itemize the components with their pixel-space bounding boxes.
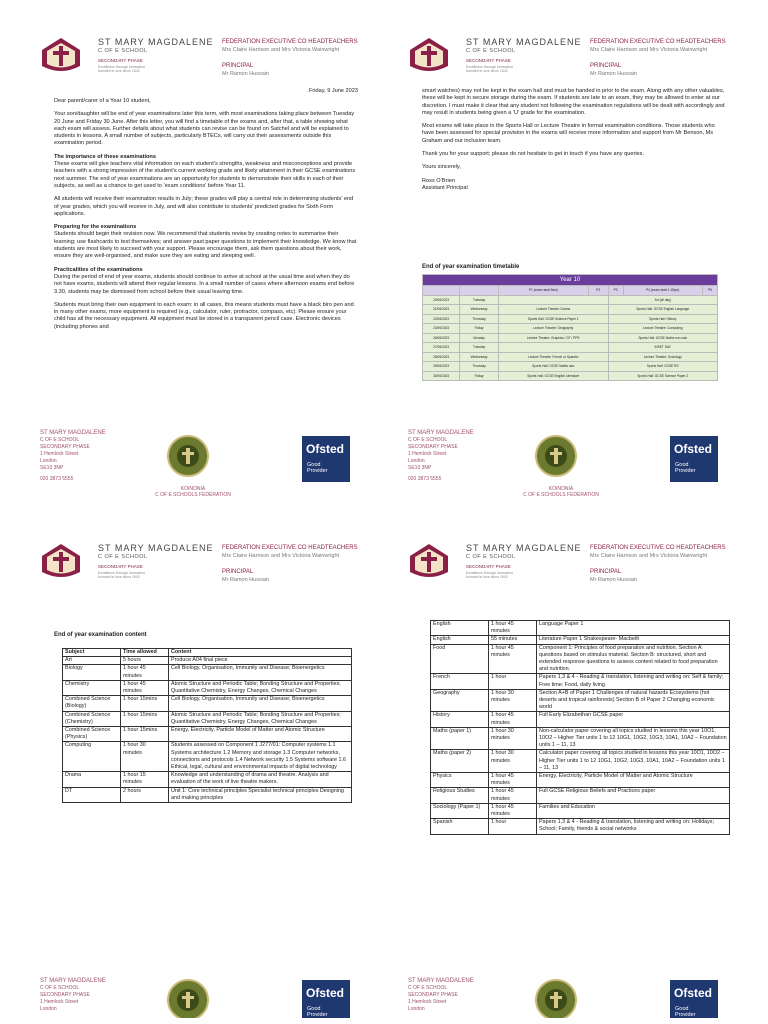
ofsted-badge: [302, 980, 350, 1018]
content-row: [431, 727, 730, 750]
content-detail: Families and Education: [537, 803, 730, 818]
fed-title: FEDERATION EXECUTIVE CO HEADTEACHERS: [222, 545, 358, 551]
koinonia-label: [148, 486, 238, 498]
timetable-pm: Sports Hall: GCSE Maths non calc: [608, 333, 717, 343]
content-row: [63, 772, 352, 787]
content-time: 5 hours: [121, 657, 169, 665]
timetable-year: Year 10: [423, 275, 718, 286]
footer-line: London: [408, 1006, 425, 1012]
timetable-day: Wednesday: [460, 352, 499, 362]
content-row: [431, 674, 730, 689]
content-subject: English: [431, 636, 489, 644]
fed-names: Mrs Claire Harrison and Mrs Victoria Wainwright: [222, 553, 340, 559]
ofsted-rating: [675, 1006, 695, 1018]
paragraph: Most exams will take place in the Sports Hall or Lecture Theatre in formal examination conditions. Those students who have been assessed for special provision in the exams will receive more information and support from Mr Benson, Ms Graham and our inclusion team.: [422, 123, 715, 144]
footer-line: 1 Hemlock Street: [40, 999, 79, 1005]
timetable-pm: Sports Hall: GCSE English Language: [608, 305, 717, 315]
timetable-pm: Sports Hall: GCSE RS: [608, 362, 717, 372]
content-subject: Biology: [63, 665, 121, 680]
principal-title: PRINCIPAL: [222, 63, 254, 69]
timetable-day: Tuesday: [460, 295, 499, 305]
content-detail: Language Paper 1: [537, 621, 730, 636]
footer-address: [408, 978, 474, 1013]
content-row: [63, 711, 352, 726]
school-name-block: [98, 544, 214, 579]
timetable-row: [423, 295, 718, 305]
content-time: 1 hour 15mins: [121, 696, 169, 711]
timetable-date: 28/06/2023: [423, 352, 460, 362]
content-detail: Literature Paper 1 Shakespeare- Macbeth: [537, 636, 730, 644]
timetable-pm: Lecture Theatre: Computing: [608, 324, 717, 334]
fed-title: FEDERATION EXECUTIVE CO HEADTEACHERS: [590, 39, 726, 45]
ofsted-logo: Ofsted: [674, 986, 713, 1000]
content-row: [431, 773, 730, 788]
footer-address: [408, 430, 474, 483]
content-subject: Physics: [431, 773, 489, 788]
content-title: End of year examination content: [54, 632, 147, 638]
content-time: 1 hour 45 minutes: [489, 644, 537, 674]
timetable-date: 23/06/2023: [423, 324, 460, 334]
tagline: Excellence through Innovation: [466, 571, 513, 575]
timetable-am: Sports Hall: GCSE Science Paper 1: [498, 314, 608, 324]
timetable-col-header: P2: [589, 286, 609, 296]
school-phase: SECONDARY PHASE: [466, 58, 511, 63]
letter-page-1: [16, 10, 384, 512]
timetable-row: [423, 362, 718, 372]
timetable-date: 21/06/2023: [423, 305, 460, 315]
ofsted-provider: Provider: [675, 1012, 696, 1018]
content-time: 1 hour: [489, 674, 537, 689]
timetable-date: 22/06/2023: [423, 314, 460, 324]
content-col-header: Time allowed: [121, 649, 169, 657]
fed-title: FEDERATION EXECUTIVE CO HEADTEACHERS: [222, 39, 358, 45]
content-subject: Combined Science (Biology): [63, 696, 121, 711]
tagline: Excellence through Innovation: [98, 65, 145, 69]
school-name: ST MARY MAGDALENE: [98, 37, 214, 47]
content-detail: Energy, Electricity, Particle Model of Matter and Atomic Structure: [537, 773, 730, 788]
content-detail: Component 1: Principles of food preparation and nutrition. Section A: questions based on stimulus material. Section B: structured, short and extended response questions to assess content related to food preparation and nutrition.: [537, 644, 730, 674]
school-crest-icon: [40, 36, 82, 74]
timetable-row: [423, 324, 718, 334]
content-time: 1 hour 30 minutes: [489, 689, 537, 712]
content-row: [431, 750, 730, 773]
school-crest-icon: [408, 542, 450, 580]
content-subject: Spanish: [431, 819, 489, 834]
footer-phone: 020 3873 5555: [40, 476, 74, 482]
content-row: [431, 644, 730, 674]
tagline-2: founded in love since 1842: [466, 69, 508, 73]
footer-phone: 020 3873 5555: [408, 476, 442, 482]
timetable-pm: Sports Hall: History: [608, 314, 717, 324]
timetable-row: [423, 314, 718, 324]
koinonia-logo-icon: [166, 434, 210, 478]
content-detail: Energy, Electricity, Particle Model of Matter and Atomic Structure: [169, 727, 352, 742]
koinonia-logo-icon: [534, 434, 578, 478]
timetable-am: Lecture Theatre: French or Spanish: [498, 352, 608, 362]
ofsted-badge: [670, 980, 718, 1018]
content-row: [431, 689, 730, 712]
content-row: [63, 680, 352, 695]
content-time: 1 hour 45 minutes: [489, 712, 537, 727]
footer-line: SE10 3NP: [40, 465, 64, 471]
content-time: 55 minutes: [489, 636, 537, 644]
timetable-day: Thursday: [460, 314, 499, 324]
tagline: Excellence through Innovation: [466, 65, 513, 69]
ofsted-logo: Ofsted: [306, 986, 345, 1000]
timetable-col-header: [423, 286, 460, 296]
principal-title: PRINCIPAL: [222, 569, 254, 575]
footer-line: 1 Hemlock Street: [40, 451, 79, 457]
timetable-row: [423, 305, 718, 315]
footer-line: SECONDARY PHASE: [408, 444, 458, 450]
principal-name: Mr Ramon Hussain: [590, 71, 638, 77]
paragraph: Thank you for your support; please do not hesitate to get in touch if you have any queries.: [422, 151, 645, 158]
ofsted-provider: Provider: [675, 468, 696, 474]
school-name: ST MARY MAGDALENE: [466, 543, 582, 553]
content-detail: Papers 1,3 & 4 - Reading & translation, listening and writing on: Holidays; School; Family, friends & social networks: [537, 819, 730, 834]
footer-line: 1 Hemlock Street: [408, 999, 447, 1005]
content-time: 1 hour 15mins: [121, 727, 169, 742]
content-subject: Combined Science (Chemistry): [63, 711, 121, 726]
content-subject: Sociology (Paper 1): [431, 803, 489, 818]
content-subject: Combined Science (Physics): [63, 727, 121, 742]
footer-line: C OF E SCHOOL: [40, 437, 80, 443]
principal-name: Mr Ramon Hussain: [222, 71, 270, 77]
school-phase: SECONDARY PHASE: [98, 564, 143, 569]
content-subject: French: [431, 674, 489, 689]
content-detail: Full GCSE Religious Beliefs and Practices paper: [537, 788, 730, 803]
content-row: [431, 819, 730, 834]
timetable-am: Lecture Theatre: Geography: [498, 324, 608, 334]
content-table-2: [430, 620, 730, 835]
headteachers-block: [590, 38, 726, 78]
signer-name: Ross O’Brien: [422, 177, 455, 184]
timetable-day: Friday: [460, 324, 499, 334]
content-detail: Cell Biology, Organisation, Immunity and Disease; Bioenergetics: [169, 665, 352, 680]
content-row: [431, 621, 730, 636]
timetable-date: 29/06/2023: [423, 362, 460, 372]
content-col-header: Subject: [63, 649, 121, 657]
school-name: ST MARY MAGDALENE: [98, 543, 214, 553]
federation-name: C OF E SCHOOLS FEDERATION: [155, 492, 231, 498]
timetable-am: Lecture Theatre: Drama: [498, 305, 608, 315]
ofsted-rating: [675, 462, 695, 474]
paragraph: During the period of end of year exams, students should continue to arrive at school at the usual time and when they do not have exams, students will attend their regular lessons. In a small number of cases where afternoon exams end before 3.30, students may be dismissed from school before their usual leaving time.: [54, 273, 355, 295]
footer-line: London: [408, 458, 425, 464]
fed-names: Mrs Claire Harrison and Mrs Victoria Wainwright: [590, 553, 708, 559]
footer-line: ST MARY MAGDALENE: [40, 978, 106, 984]
content-row: [431, 788, 730, 803]
content-detail: Students assessed on Component 1 J277/01: Computer systems 1.1 Systems architecture 1.2 Memory and storage 1.3 Computer networks, connections and protocols 1.4 Network security 1.5 Systems software 1.6 Ethical, legal, cultural and environmental impacts of digital technology: [169, 742, 352, 772]
content-detail: Calculator paper covering all topics studied in lessons this year 10O1, 10O2 – Higher Tier units 1 to 12 10G1, 10G2, 10G3, 10A1, 10A2 – Foundation units 1 – 11, 13: [537, 750, 730, 773]
footer-line: ST MARY MAGDALENE: [408, 430, 474, 436]
ofsted-provider: Provider: [307, 468, 328, 474]
school-cofe: C OF E SCHOOL: [98, 48, 148, 54]
ofsted-badge: [302, 436, 350, 482]
heading-preparing: Preparing for the examinations: [54, 224, 137, 231]
content-time: 1 hour 15mins: [121, 711, 169, 726]
timetable-row: [423, 333, 718, 343]
content-row: [63, 665, 352, 680]
content-subject: Food: [431, 644, 489, 674]
footer-line: SECONDARY PHASE: [40, 444, 90, 450]
timetable-day: Wednesday: [460, 305, 499, 315]
content-header-row: [63, 649, 352, 657]
timetable-date: 30/06/2023: [423, 371, 460, 381]
content-subject: Religious Studies: [431, 788, 489, 803]
ofsted-badge: [670, 436, 718, 482]
timetable-row: [423, 371, 718, 381]
footer-address: [40, 978, 106, 1013]
footer-line: ST MARY MAGDALENE: [408, 978, 474, 984]
school-crest-icon: [40, 542, 82, 580]
timetable-col-header: P4 (exam start 1.15pm): [623, 286, 702, 296]
timetable-pm: Sports Hall: GCSE Science Paper 2: [608, 371, 717, 381]
timetable-day: Thursday: [460, 362, 499, 372]
content-table-1: [62, 648, 352, 803]
timetable-col-header: P3: [608, 286, 623, 296]
letter-body-2: [422, 88, 726, 198]
content-page-1: [16, 516, 384, 1018]
content-row: [63, 742, 352, 772]
content-detail: Produce A04 final piece: [169, 657, 352, 665]
paragraph: All students will receive their examination results in July; these grades will play a central role in determining students’ end of year grades, which you will receive in July, and will also contribute to students’ predicted grades for Sixth Form applications.: [54, 196, 354, 217]
content-subject: History: [431, 712, 489, 727]
footer-line: London: [40, 458, 57, 464]
timetable-pm: Lecture Theatre: Sociology: [608, 352, 717, 362]
content-row: [431, 712, 730, 727]
fed-names: Mrs Claire Harrison and Mrs Victoria Wainwright: [222, 47, 340, 53]
koinonia-logo-icon: [534, 978, 578, 1018]
content-time: 1 hour 30 minutes: [489, 727, 537, 750]
content-time: 1 hour: [489, 819, 537, 834]
principal-name: Mr Ramon Hussain: [222, 577, 270, 583]
paragraph: These exams will give teachers vital information on each student’s strengths, weakness and misconceptions and provide teachers with a strong impression of the student’s current working grade and likely attainment in their GCSE examinations next summer. The end of year examinations are an opportunity for students to demonstrate their skills in each of their subjects, as well as a chance to get used to ‘exam conditions’ before Year 11.: [54, 161, 356, 189]
footer-line: C OF E SCHOOL: [408, 985, 448, 991]
content-time: 1 hour 45 minutes: [489, 788, 537, 803]
content-detail: Unit 1: Core technical principles Specialist technical principles Designing and making principles: [169, 787, 352, 802]
timetable-table: [422, 274, 718, 381]
koinonia-name: KOINONIA: [548, 486, 574, 492]
timetable-am: [498, 343, 608, 353]
content-detail: Non-calculator paper covering all topics studied in lessons this year 10O1, 10O2 – Higher Tier units 1 to 12 10G1, 10G2, 10G3, 10A1, 10A2 – Foundation units 1 – 11, 13: [537, 727, 730, 750]
school-crest-icon: [408, 36, 450, 74]
heading-importance: The importance of these examinations: [54, 153, 156, 160]
ofsted-good: Good: [307, 1006, 321, 1012]
content-detail: Atomic Structure and Periodic Table; Bonding Structure and Properties; Quantitative Chemistry, Energy Changes, Chemical Changes: [169, 711, 352, 726]
timetable-am: [498, 295, 608, 305]
timetable-title: End of year examination timetable: [422, 264, 520, 270]
timetable-row: [423, 343, 718, 353]
content-page-2: [384, 516, 752, 1018]
footer-line: ST MARY MAGDALENE: [40, 430, 106, 436]
timetable-date: 20/06/2023: [423, 295, 460, 305]
content-row: [63, 727, 352, 742]
letter-page-2: [384, 10, 752, 512]
content-time: 1 hour 15 minutes: [121, 772, 169, 787]
ofsted-provider: Provider: [307, 1012, 328, 1018]
timetable-day: Friday: [460, 371, 499, 381]
timetable-date: 27/06/2023: [423, 343, 460, 353]
footer-address: [40, 430, 106, 483]
content-subject: Geography: [431, 689, 489, 712]
headteachers-block: [222, 544, 358, 584]
content-subject: Drama: [63, 772, 121, 787]
koinonia-name: KOINONIA: [180, 486, 206, 492]
school-phase: SECONDARY PHASE: [98, 58, 143, 63]
timetable-header-row: [423, 286, 718, 296]
signoff: Yours sincerely,: [422, 164, 461, 171]
content-time: 1 hour 45 minutes: [121, 680, 169, 695]
school-name-block: [466, 544, 582, 579]
timetable-col-header: [460, 286, 499, 296]
content-detail: Atomic Structure and Periodic Table; Bonding Structure and Properties; Quantitative Chemistry, Energy Changes, Chemical Changes: [169, 680, 352, 695]
timetable-am: Lecture Theatre: Graphics / DT / PPE: [498, 333, 608, 343]
signer-role: Assistant Principal: [422, 184, 468, 191]
content-subject: Computing: [63, 742, 121, 772]
school-cofe: C OF E SCHOOL: [466, 48, 516, 54]
fed-names: Mrs Claire Harrison and Mrs Victoria Wainwright: [590, 47, 708, 53]
paragraph: Students should begin their revision now. We recommend that students revise by creating notes to summarise their learning; use flashcards to test themselves; and answer past paper questions to implement their knowledge. We know that students are most likely to succeed with your support. Please encourage them, ask them questions about their work, ensure they are well-organised, and make sure they are eating and sleeping well.: [54, 231, 357, 260]
content-time: 2 hours: [121, 787, 169, 802]
content-row: [63, 696, 352, 711]
letter-body-1: [54, 98, 358, 337]
ofsted-good: Good: [675, 462, 689, 468]
school-name-block: [98, 38, 214, 73]
koinonia-label: [516, 486, 606, 498]
content-detail: Knowledge and understanding of drama and theatre. Analysis and evaluation of the work of live theatre makers.: [169, 772, 352, 787]
timetable-pm: Art (all day): [608, 295, 717, 305]
timetable-day: Monday: [460, 333, 499, 343]
content-row: [431, 636, 730, 644]
footer-line: C OF E SCHOOL: [40, 985, 80, 991]
footer-line: 1 Hemlock Street: [408, 451, 447, 457]
ofsted-rating: [307, 1006, 327, 1018]
heading-practicalities: Practicalities of the examinations: [54, 266, 143, 273]
content-time: 1 hour 30 minutes: [121, 742, 169, 772]
tagline-2: founded in love since 1842: [98, 69, 140, 73]
school-cofe: C OF E SCHOOL: [98, 554, 148, 560]
tagline-2: founded in love since 1842: [466, 575, 508, 579]
principal-title: PRINCIPAL: [590, 569, 622, 575]
content-subject: DT: [63, 787, 121, 802]
content-time: 1 hour 45 minutes: [489, 773, 537, 788]
footer-line: SECONDARY PHASE: [40, 992, 90, 998]
content-row: [63, 657, 352, 665]
content-detail: Full Early Elizabethan GCSE paper: [537, 712, 730, 727]
paragraph: smart watches) may not be kept in the exam hall and must be handed in prior to the exam. Along with any other valuables, these will be kept in secure storage during the exam. If students are late to an exam, they may be allowed to enter at our discretion. I must make it clear that any student not following the examination regulations will be dealt with accordingly and may result in students being given a ‘U’ grade for the examination.: [422, 88, 725, 116]
school-name: ST MARY MAGDALENE: [466, 37, 582, 47]
school-phase: SECONDARY PHASE: [466, 564, 511, 569]
headteachers-block: [222, 38, 358, 78]
timetable-col-header: P1 (exam start 9am): [498, 286, 588, 296]
content-detail: Papers 1,3 & 4 - Reading & translation, listening and writing on: Self & family; Free time; Food, daily living: [537, 674, 730, 689]
headteachers-block: [590, 544, 726, 584]
ofsted-rating: [307, 462, 327, 474]
timetable-pm: INSET DAY: [608, 343, 717, 353]
timetable-am: Sports Hall: GCSE Maths calc: [498, 362, 608, 372]
content-time: 1 hour 45 minutes: [489, 803, 537, 818]
content-subject: English: [431, 621, 489, 636]
content-detail: Cell Biology, Organisation, Immunity and Disease; Bioenergetics: [169, 696, 352, 711]
content-subject: Maths (paper 2): [431, 750, 489, 773]
content-time: 1 hour 30 minutes: [489, 750, 537, 773]
content-col-header: Content: [169, 649, 352, 657]
ofsted-logo: Ofsted: [306, 442, 345, 456]
fed-title: FEDERATION EXECUTIVE CO HEADTEACHERS: [590, 545, 726, 551]
koinonia-logo-icon: [166, 978, 210, 1018]
tagline: Excellence through Innovation: [98, 571, 145, 575]
school-cofe: C OF E SCHOOL: [466, 554, 516, 560]
footer-line: London: [40, 1006, 57, 1012]
content-subject: Chemistry: [63, 680, 121, 695]
ofsted-good: Good: [307, 462, 321, 468]
content-time: 1 hour 45 minutes: [489, 621, 537, 636]
timetable-date: 26/06/2023: [423, 333, 460, 343]
ofsted-logo: Ofsted: [674, 442, 713, 456]
content-detail: Section A+B of Paper 1 Challenges of natural hazards Ecosystems (hot deserts and tropical rainforests) Section B of Paper 2 Changing economic world: [537, 689, 730, 712]
principal-title: PRINCIPAL: [590, 63, 622, 69]
content-row: [431, 803, 730, 818]
content-row: [63, 787, 352, 802]
ofsted-good: Good: [675, 1006, 689, 1012]
federation-name: C OF E SCHOOLS FEDERATION: [523, 492, 599, 498]
school-name-block: [466, 38, 582, 73]
paragraph: Students must bring their own equipment to each exam: in all cases, this means students must have a black biro pen and in many other exams, more equipment is required (e.g., calculator, ruler, protractor, compass, etc). Please ensure your child has all the necessary equipment. All equipment must be stored in a transparent pencil case. Electronic devices (including phones and: [54, 301, 354, 330]
content-subject: Maths (paper 1): [431, 727, 489, 750]
footer-line: SE10 3NP: [408, 465, 432, 471]
letter-date: Friday, 9 June 2023: [308, 88, 358, 94]
timetable-row: [423, 352, 718, 362]
tagline-2: founded in love since 1842: [98, 575, 140, 579]
content-time: 1 hour 45 minutes: [121, 665, 169, 680]
salutation: Dear parent/carer of a Year 10 student,: [54, 98, 151, 104]
footer-line: C OF E SCHOOL: [408, 437, 448, 443]
timetable-day: Tuesday: [460, 343, 499, 353]
footer-line: SECONDARY PHASE: [408, 992, 458, 998]
principal-name: Mr Ramon Hussain: [590, 577, 638, 583]
timetable-col-header: P5: [702, 286, 717, 296]
content-subject: Art: [63, 657, 121, 665]
paragraph: Your son/daughter will be end of year examinations later this term, with most examinations taking place between Tuesday 20 June and Friday 30 June. After this letter, you will find a timetable of the exams and, after that, a table showing what each exam will assess. Further details about what students can revise can be found on Satchel and will be explained to students in lessons. A small number of subjects, particularly BTECs, will carry out their assessments outside this examination period.: [54, 111, 355, 147]
timetable-am: Sports Hall: GCSE English Literature: [498, 371, 608, 381]
